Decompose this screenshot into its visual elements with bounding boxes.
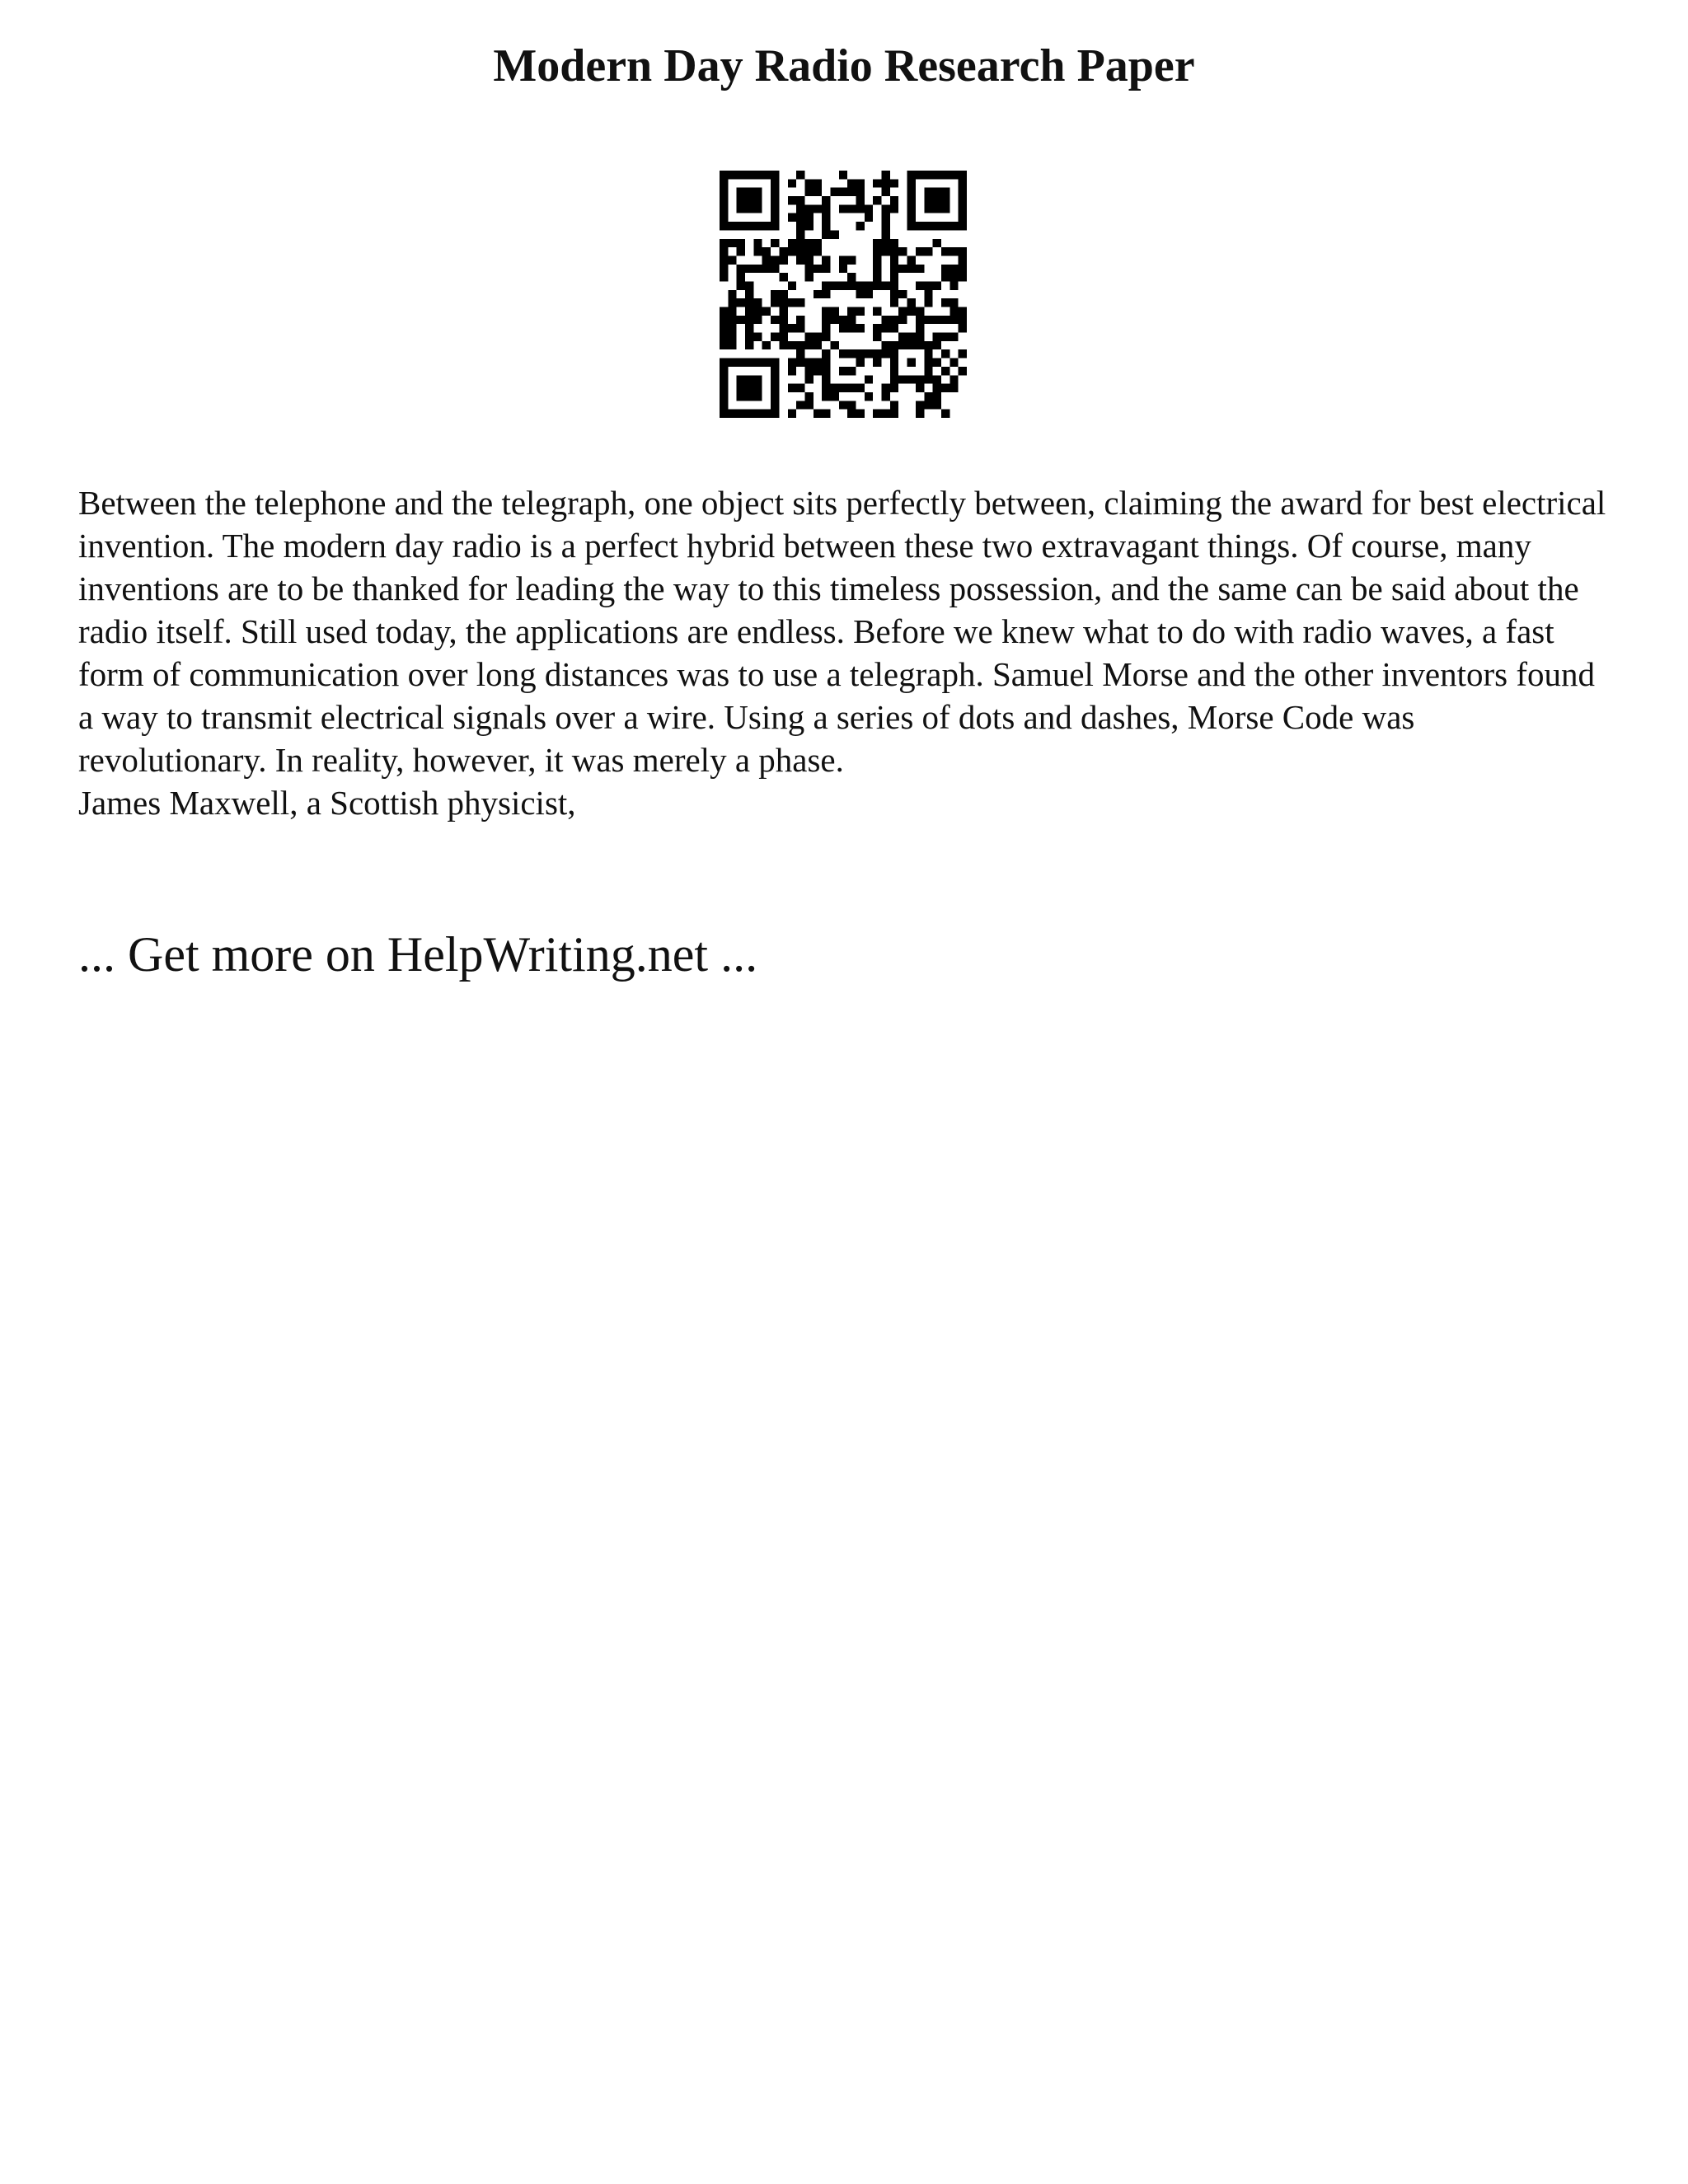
- qr-code-icon: [720, 171, 967, 418]
- body-paragraph: Between the telephone and the telegraph, one object sits perfectly between, claiming the award for best electrical invention. The modern day radio is a perfect hybrid between these two extravagant things. Of course, many inventions are to be thanked for leading the way to this timeless possession, and the same can be said about the radio itself. Still used today, the applications are endless. Before we knew what to do with radio waves, a fast form of communication over long distances was to use a telegraph. Samuel Morse and the other inventors found a way to transmit electrical signals over a wire. Using a series of dots and dashes, Morse Code was revolutionary. In reality, however, it was merely a phase.: [78, 484, 1606, 779]
- page-title: Modern Day Radio Research Paper: [493, 40, 1195, 91]
- body-paragraph: James Maxwell, a Scottish physicist,: [78, 784, 576, 822]
- document-body: [78, 481, 1611, 824]
- get-more-link[interactable]: ... Get more on HelpWriting.net ...: [78, 927, 758, 982]
